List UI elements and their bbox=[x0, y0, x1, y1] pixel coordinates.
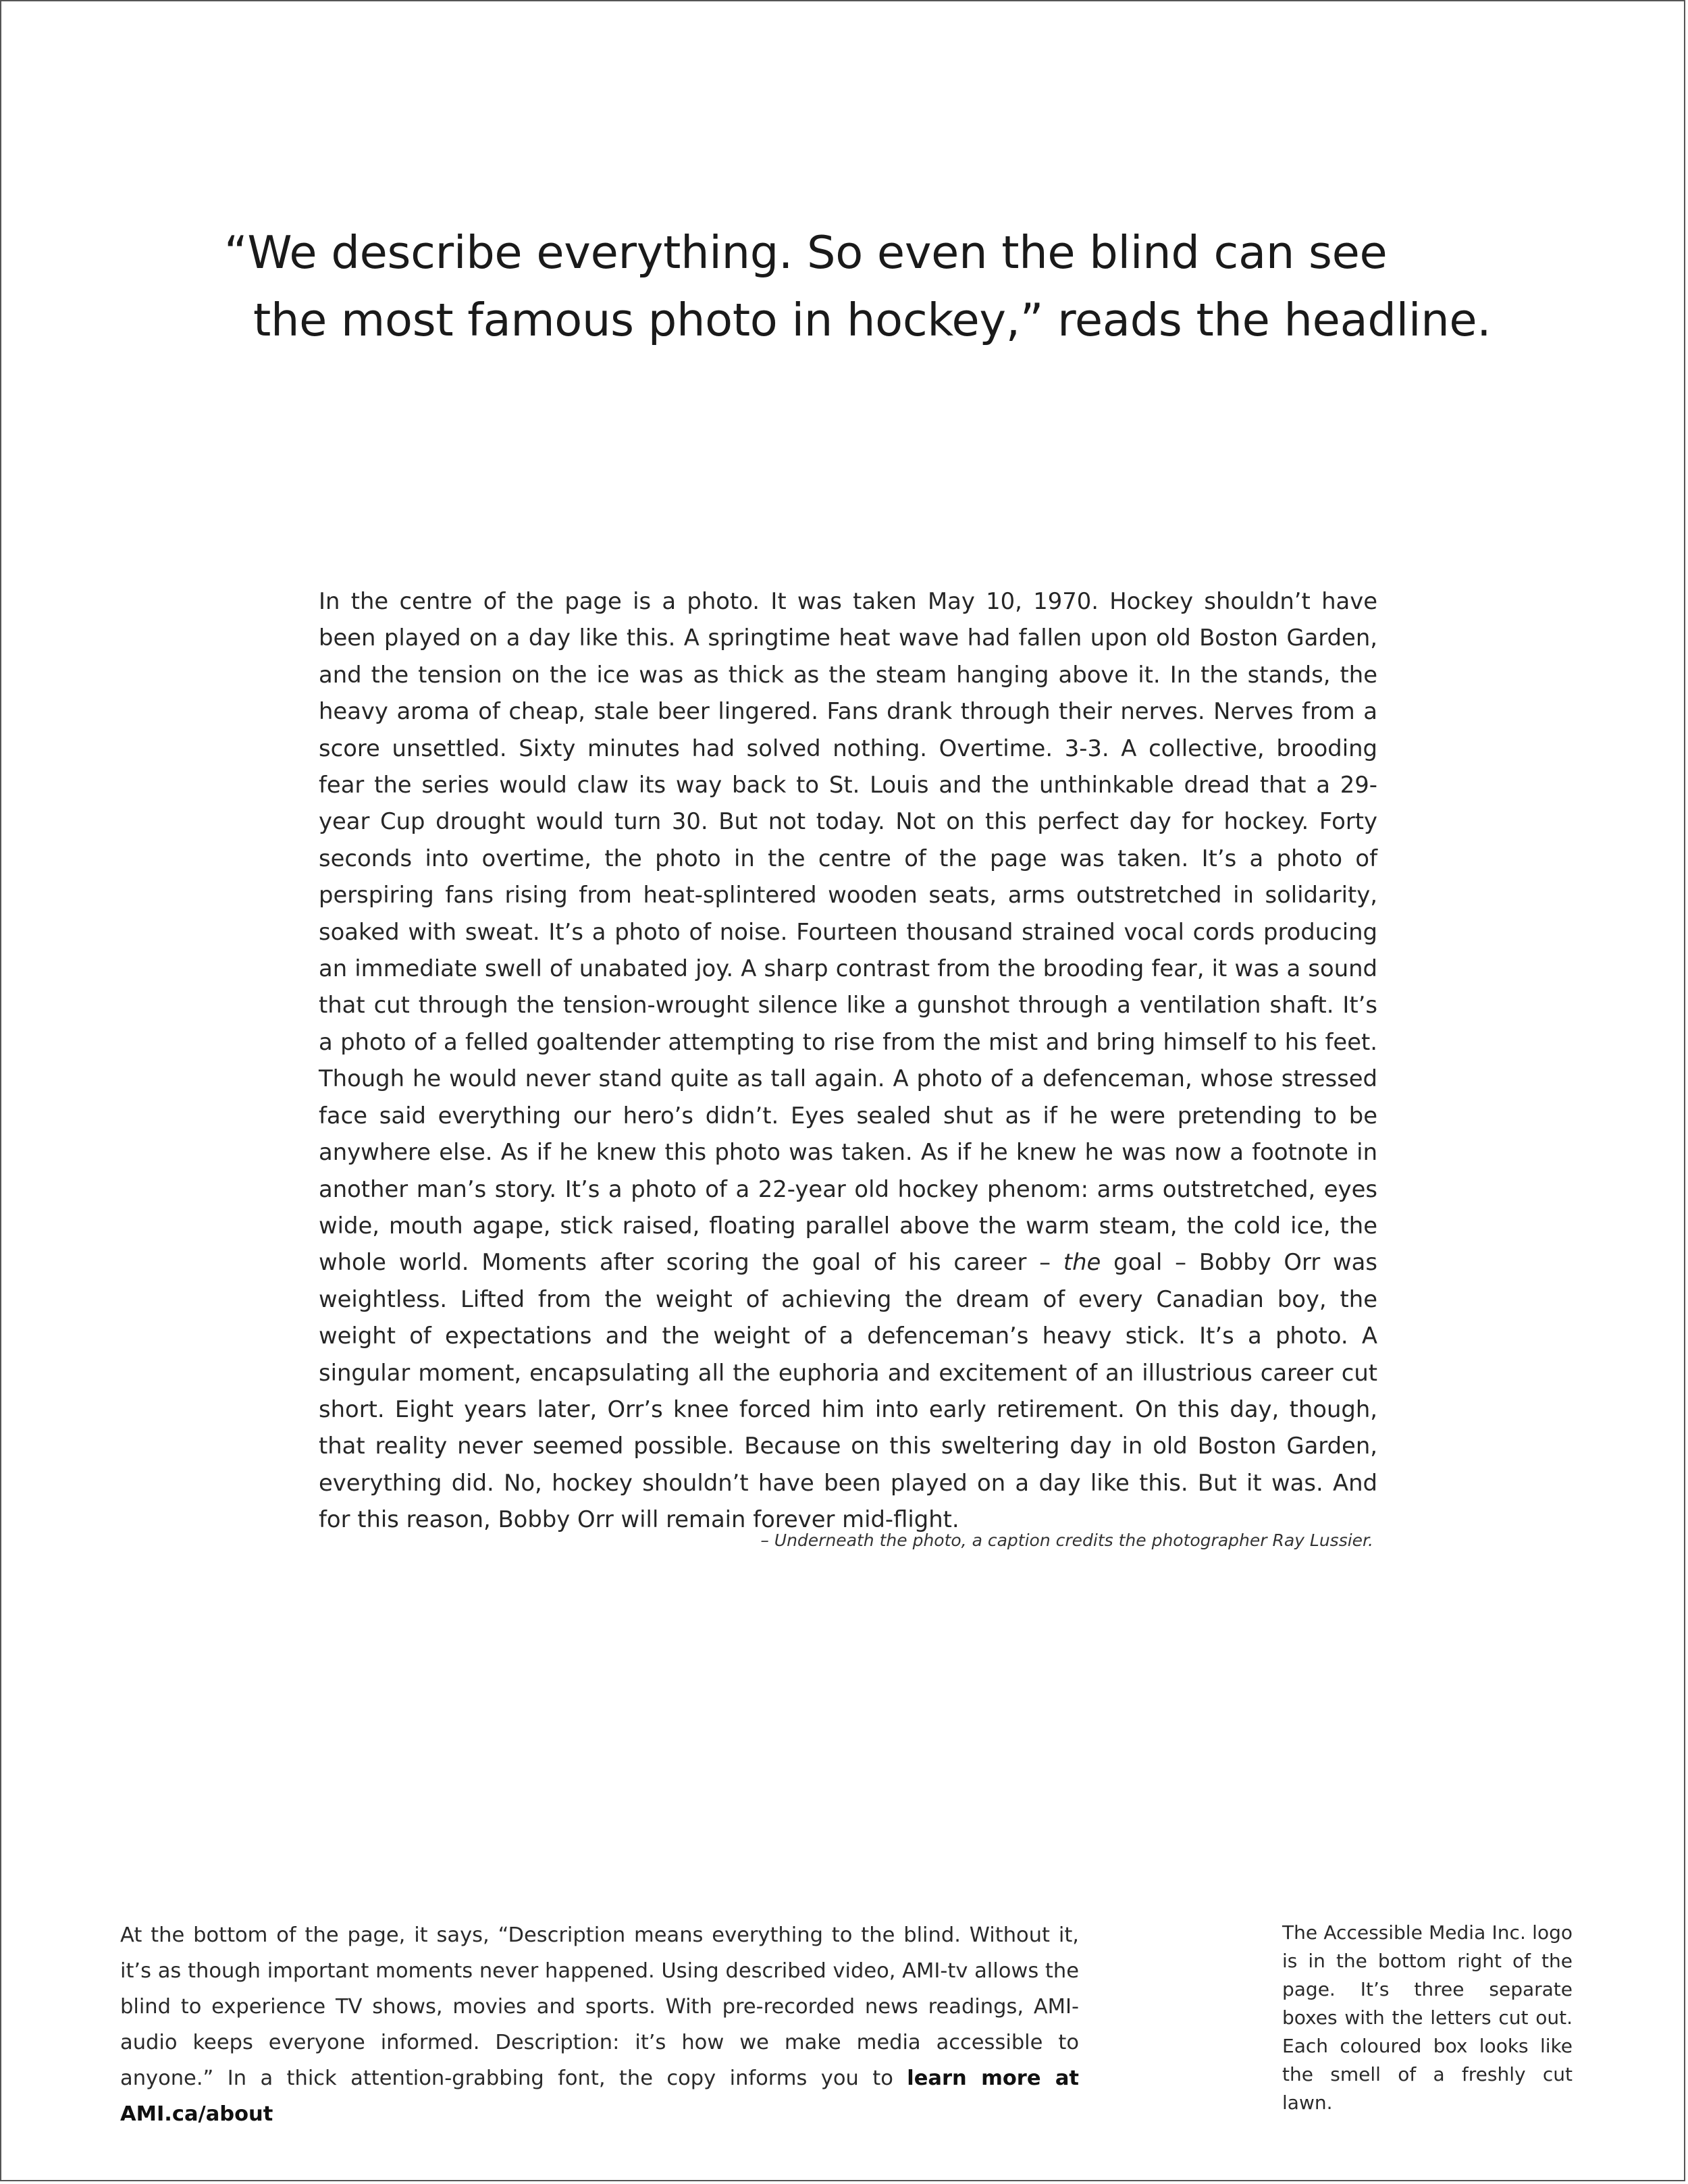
headline-line-2: the most famous photo in hockey,” reads the headline. bbox=[253, 294, 1492, 346]
story-text-part-1: In the centre of the page is a photo. It was taken May 10, 1970. Hockey shouldn’t have been played on a day like this. A springtime heat wave had fallen upon old Boston Garden, and the tension on the ice was as thick as the steam hanging above it. In the stands, the heavy aroma of cheap, stale beer lingered. Fans drank through their nerves. Nerves from a score unsettled. Sixty minutes had solved nothing. Overtime. 3-3. A collective, brooding fear the series would claw its way back to St. Louis and the unthinkable dread that a 29-year Cup drought would turn 30. But not today. Not on this perfect day for hockey. Forty seconds into overtime, the photo in the centre of the page was taken. It’s a photo of perspiring fans rising from heat-splintered wooden seats, arms outstretched in solidarity, soaked with sweat. It’s a photo of noise. Fourteen thousand strained vocal cords producing an immediate swell of unabated joy. A sharp contrast from the brooding fear, it was a sound that cut through the tension-wrought silence like a gunshot through a ventilation shaft. It’s a photo of a felled goaltender attempting to rise from the mist and bring himself to his feet. Though he would never stand quite as tall again. A photo of a defenceman, whose stressed face said everything our hero’s didn’t. Eyes sealed shut as if he were pretending to be anywhere else. As if he knew this photo was taken. As if he knew he was now a footnote in another man’s story. It’s a photo of a 22-year old hockey phenom: arms outstretched, eyes wide, mouth agape, stick raised, floating parallel above the warm steam, the cold ice, the whole world. Moments after scoring the goal of his career – bbox=[319, 588, 1377, 1276]
body-story bbox=[319, 583, 1377, 1539]
logo-description: The Accessible Media Inc. logo is in the bottom right of the page. It’s three separate boxes with the letters cut out. Each coloured box looks like the smell of a freshly cut lawn. bbox=[1282, 1921, 1573, 2114]
cta-learn-more: learn more at AMI.ca/about bbox=[120, 2067, 1080, 2126]
bottom-copy-text: At the bottom of the page, it says, “Description means everything to the blind. Without it, it’s as though important moments never happened. Using described video, AMI-tv allows the blind to experience TV shows, movies and sports. With pre-recorded news readings, AMI-audio keeps everyone informed. Description: it’s how we make media accessible to anyone.” In a thick attention-grabbing font, the copy informs you to bbox=[120, 1923, 1079, 2090]
headline-line-1: “We describe everything. So even the blind can see bbox=[224, 226, 1388, 279]
headline bbox=[224, 219, 1548, 354]
story-text-part-2: goal – Bobby Orr was weightless. Lifted from the weight of achieving the dream of every Canadian boy, the weight of expectations and the weight of a defenceman’s heavy stick. It’s a photo. A singular moment, encapsulating all the euphoria and excitement of an illustrious career cut short. Eight years later, Orr’s knee forced him into early retirement. On this day, though, that reality never seemed possible. Because on this sweltering day in old Boston Garden, everything did. No, hockey shouldn’t have been played on a day like this. But it was. And for this reason, Bobby Orr will remain forever mid-flight. bbox=[319, 1249, 1377, 1533]
story-emphasis: the bbox=[1063, 1249, 1101, 1276]
bottom-copy bbox=[120, 1917, 1079, 2132]
photo-caption: – Underneath the photo, a caption credits the photographer Ray Lussier. bbox=[760, 1530, 1373, 1550]
